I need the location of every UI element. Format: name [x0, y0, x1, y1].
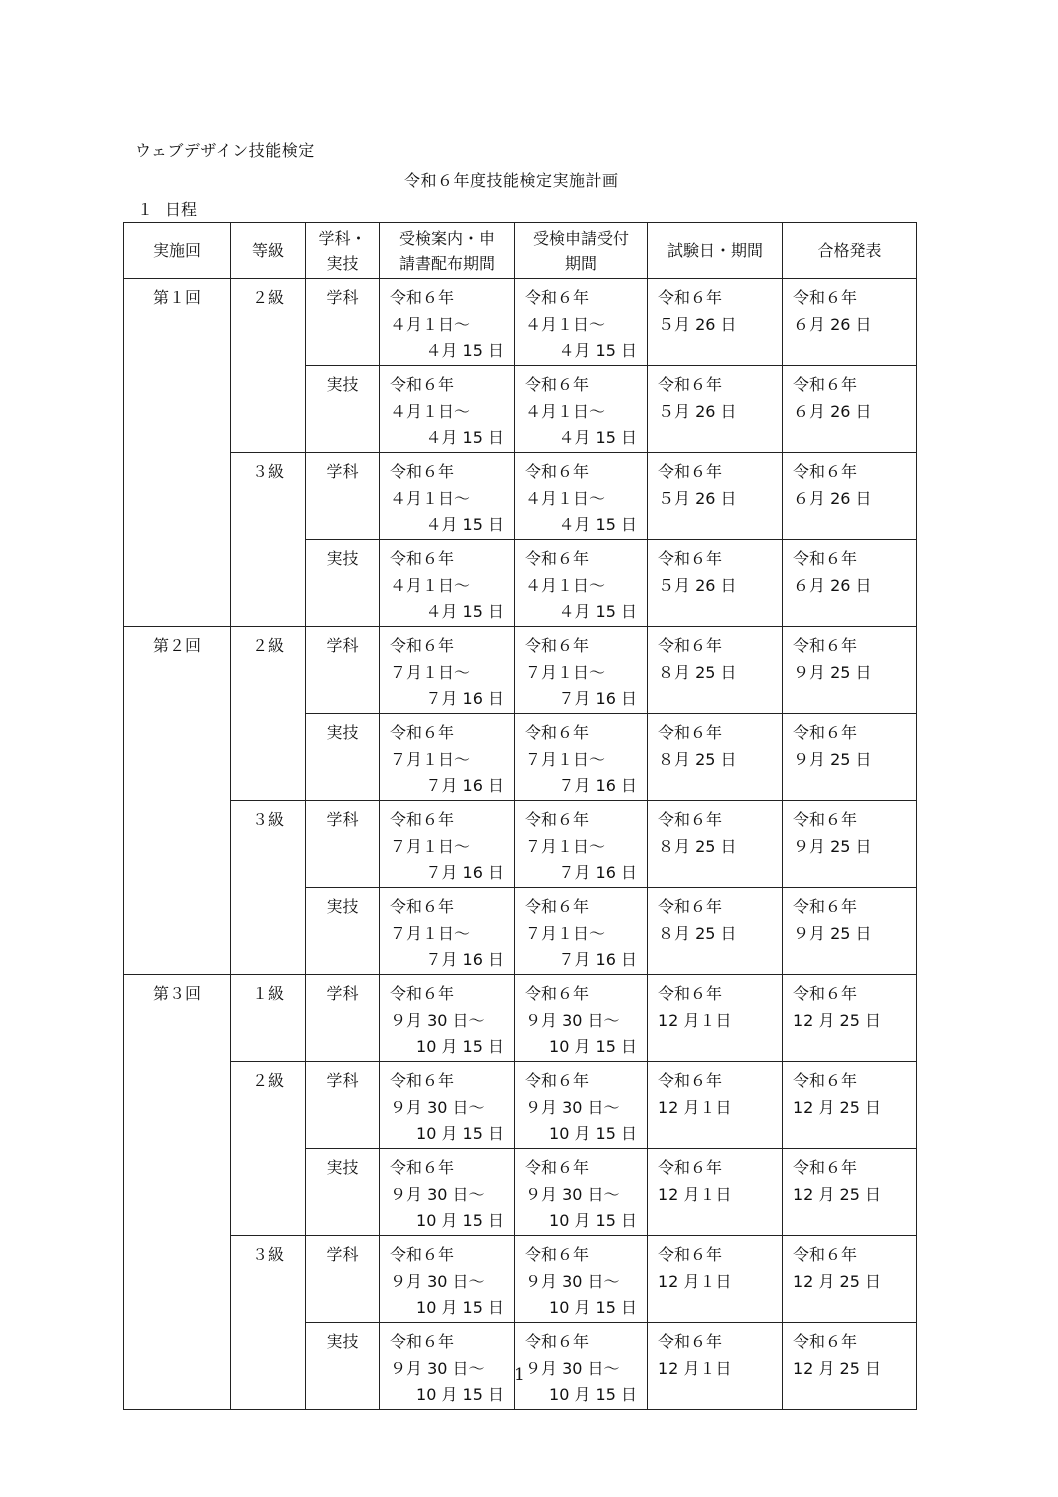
- date-line: 12 月１日: [658, 1010, 732, 1030]
- date-line: 12 月 25 日: [793, 1010, 881, 1030]
- table-row: [124, 801, 917, 888]
- grade-cell: [231, 1236, 306, 1410]
- exam-date-cell: [648, 714, 783, 801]
- date-line: ６月 26 日: [793, 401, 872, 421]
- date-line: 令和６年: [390, 549, 455, 568]
- round-cell-text: 第１回: [152, 288, 201, 307]
- date-line: ９月 30 日～: [525, 1010, 620, 1030]
- type-cell: [306, 714, 380, 801]
- result-date-cell: [783, 1062, 917, 1149]
- grade-cell-text: ３級: [251, 1245, 284, 1264]
- date-line: ７月 16 日: [558, 689, 637, 708]
- result-date-cell: [783, 714, 917, 801]
- result-date-cell: [783, 801, 917, 888]
- date-line: ７月１日～: [390, 836, 471, 856]
- date-line: 令和６年: [525, 810, 590, 829]
- date-line: ４月 15 日: [425, 515, 504, 534]
- exam-date-cell: [648, 627, 783, 714]
- date-line: 12 月 25 日: [793, 1358, 881, 1378]
- grade-cell-text: ３級: [251, 462, 284, 481]
- result-date-cell: [783, 1236, 917, 1323]
- round-cell: [124, 627, 231, 975]
- grade-cell: [231, 627, 306, 801]
- date-line: 10 月 15 日: [416, 1211, 504, 1230]
- date-line: ４月１日～: [525, 314, 606, 334]
- date-line: ７月 16 日: [425, 863, 504, 882]
- type-cell: [306, 1323, 380, 1410]
- date-line: 令和６年: [793, 984, 858, 1003]
- table-row: [124, 975, 917, 1062]
- date-line: 令和６年: [658, 1158, 723, 1177]
- schedule-body: [124, 279, 917, 1410]
- date-line: 令和６年: [793, 1245, 858, 1264]
- date-line: 令和６年: [658, 549, 723, 568]
- date-line: ５月 26 日: [658, 401, 737, 421]
- date-line: 10 月 15 日: [416, 1124, 504, 1143]
- date-line: ９月 30 日～: [525, 1271, 620, 1291]
- type-cell-text: 実技: [326, 1332, 359, 1351]
- date-line: ９月 30 日～: [390, 1010, 485, 1030]
- table-row: [124, 627, 917, 714]
- date-line: ９月 30 日～: [525, 1358, 620, 1378]
- date-line: ９月 30 日～: [390, 1358, 485, 1378]
- result-date-cell: [783, 1323, 917, 1410]
- guide-period-cell: [380, 1062, 515, 1149]
- date-line: ９月 30 日～: [525, 1097, 620, 1117]
- date-line: 令和６年: [658, 636, 723, 655]
- date-line: 令和６年: [390, 636, 455, 655]
- date-line: 令和６年: [525, 549, 590, 568]
- application-period-cell: [515, 1323, 648, 1410]
- date-line: 12 月 25 日: [793, 1097, 881, 1117]
- date-line: 令和６年: [658, 723, 723, 742]
- guide-period-cell: [380, 366, 515, 453]
- date-line: 令和６年: [658, 1332, 723, 1351]
- date-line: ４月１日～: [390, 575, 471, 595]
- date-line: 10 月 15 日: [549, 1298, 637, 1317]
- grade-cell: [231, 1062, 306, 1236]
- type-cell: [306, 888, 380, 975]
- grade-cell: [231, 801, 306, 975]
- grade-cell-text: １級: [251, 984, 284, 1003]
- exam-date-cell: [648, 801, 783, 888]
- date-line: 令和６年: [525, 636, 590, 655]
- header-guide-line: 受検案内・申: [398, 228, 495, 248]
- date-line: ５月 26 日: [658, 575, 737, 595]
- date-line: 令和６年: [525, 462, 590, 481]
- header-grade: 等級: [231, 223, 306, 279]
- date-line: ７月１日～: [525, 923, 606, 943]
- exam-date-cell: [648, 453, 783, 540]
- date-line: 10 月 15 日: [549, 1385, 637, 1404]
- date-line: ７月１日～: [390, 662, 471, 682]
- header-exam-date: 試験日・期間: [648, 223, 783, 279]
- type-cell: [306, 1236, 380, 1323]
- date-line: ６月 26 日: [793, 488, 872, 508]
- date-line: 10 月 15 日: [416, 1298, 504, 1317]
- date-line: 令和６年: [793, 462, 858, 481]
- header-round: 実施回: [124, 223, 231, 279]
- date-line: 令和６年: [793, 1332, 858, 1351]
- date-line: 令和６年: [793, 1158, 858, 1177]
- type-cell: [306, 279, 380, 366]
- application-period-cell: [515, 714, 648, 801]
- header-application-line: 受検申請受付: [532, 228, 629, 248]
- date-line: 12 月１日: [658, 1097, 732, 1117]
- exam-date-cell: [648, 366, 783, 453]
- date-line: 令和６年: [658, 810, 723, 829]
- header-result-announcement: 合格発表: [783, 223, 917, 279]
- date-line: ４月１日～: [525, 401, 606, 421]
- date-line: ６月 26 日: [793, 575, 872, 595]
- date-line: ８月 25 日: [658, 749, 737, 769]
- grade-cell-text: ２級: [251, 1071, 284, 1090]
- application-period-cell: [515, 975, 648, 1062]
- result-date-cell: [783, 1149, 917, 1236]
- application-period-cell: [515, 540, 648, 627]
- date-line: 令和６年: [793, 723, 858, 742]
- type-cell: [306, 1149, 380, 1236]
- round-cell-text: 第３回: [152, 984, 201, 1003]
- type-cell: [306, 627, 380, 714]
- header-type-line: 学科・: [318, 228, 367, 248]
- type-cell-text: 学科: [326, 984, 359, 1003]
- date-line: ８月 25 日: [658, 662, 737, 682]
- date-line: ４月 15 日: [558, 515, 637, 534]
- date-line: 令和６年: [390, 1332, 455, 1351]
- guide-period-cell: [380, 1236, 515, 1323]
- guide-period-cell: [380, 714, 515, 801]
- date-line: ４月１日～: [525, 575, 606, 595]
- date-line: 令和６年: [525, 1071, 590, 1090]
- type-cell-text: 学科: [326, 1245, 359, 1264]
- application-period-cell: [515, 801, 648, 888]
- date-line: 令和６年: [793, 288, 858, 307]
- date-line: ９月 30 日～: [525, 1184, 620, 1204]
- guide-period-cell: [380, 1323, 515, 1410]
- date-line: ４月 15 日: [558, 602, 637, 621]
- date-line: 令和６年: [525, 375, 590, 394]
- date-line: ７月１日～: [390, 749, 471, 769]
- date-line: ７月 16 日: [558, 950, 637, 969]
- header-application-line: 期間: [564, 253, 597, 273]
- date-line: 令和６年: [390, 1071, 455, 1090]
- type-cell-text: 実技: [326, 1158, 359, 1177]
- header-guide-line: 請書配布期間: [398, 253, 495, 273]
- round-cell: [124, 975, 231, 1410]
- exam-date-cell: [648, 1236, 783, 1323]
- date-line: 令和６年: [658, 375, 723, 394]
- date-line: ７月 16 日: [558, 863, 637, 882]
- application-period-cell: [515, 1149, 648, 1236]
- type-cell: [306, 975, 380, 1062]
- date-line: ９月 25 日: [793, 662, 872, 682]
- organization-heading: ウェブデザイン技能検定: [135, 141, 315, 160]
- date-line: 令和６年: [793, 549, 858, 568]
- exam-date-cell: [648, 975, 783, 1062]
- guide-period-cell: [380, 1149, 515, 1236]
- header-type-line: 実技: [326, 253, 359, 273]
- date-line: 令和６年: [525, 288, 590, 307]
- table-row: [124, 279, 917, 366]
- type-cell: [306, 801, 380, 888]
- grade-cell-text: ３級: [251, 810, 284, 829]
- date-line: ４月 15 日: [425, 602, 504, 621]
- date-line: ８月 25 日: [658, 836, 737, 856]
- date-line: ４月１日～: [525, 488, 606, 508]
- type-cell-text: 実技: [326, 897, 359, 916]
- date-line: ４月１日～: [390, 314, 471, 334]
- type-cell-text: 学科: [326, 462, 359, 481]
- exam-date-cell: [648, 279, 783, 366]
- date-line: ７月１日～: [525, 749, 606, 769]
- guide-period-cell: [380, 453, 515, 540]
- header-type: [306, 223, 380, 279]
- date-line: 12 月 25 日: [793, 1271, 881, 1291]
- type-cell-text: 学科: [326, 288, 359, 307]
- date-line: ７月１日～: [390, 923, 471, 943]
- round-cell: [124, 279, 231, 627]
- date-line: 令和６年: [525, 1332, 590, 1351]
- exam-date-cell: [648, 888, 783, 975]
- grade-cell-text: ２級: [251, 288, 284, 307]
- exam-date-cell: [648, 1149, 783, 1236]
- date-line: 令和６年: [793, 897, 858, 916]
- date-line: ９月 25 日: [793, 836, 872, 856]
- guide-period-cell: [380, 801, 515, 888]
- section-label: 日程: [165, 200, 198, 219]
- document-title: 令和６年度技能検定実施計画: [404, 171, 619, 190]
- grade-cell-text: ２級: [251, 636, 284, 655]
- date-line: 令和６年: [390, 897, 455, 916]
- date-line: ６月 26 日: [793, 314, 872, 334]
- date-line: 10 月 15 日: [549, 1037, 637, 1056]
- date-line: 令和６年: [658, 462, 723, 481]
- date-line: ７月 16 日: [558, 776, 637, 795]
- date-line: 12 月１日: [658, 1358, 732, 1378]
- date-line: 令和６年: [525, 723, 590, 742]
- date-line: 令和６年: [390, 288, 455, 307]
- exam-date-cell: [648, 1323, 783, 1410]
- date-line: 令和６年: [525, 984, 590, 1003]
- result-date-cell: [783, 627, 917, 714]
- date-line: ９月 25 日: [793, 923, 872, 943]
- date-line: 令和６年: [390, 810, 455, 829]
- date-line: 令和６年: [390, 1158, 455, 1177]
- type-cell: [306, 453, 380, 540]
- type-cell: [306, 1062, 380, 1149]
- date-line: 令和６年: [390, 375, 455, 394]
- grade-cell: [231, 453, 306, 627]
- header-row: [124, 223, 917, 279]
- application-period-cell: [515, 279, 648, 366]
- application-period-cell: [515, 627, 648, 714]
- date-line: 令和６年: [658, 288, 723, 307]
- header-application-period: [515, 223, 648, 279]
- grade-cell: [231, 975, 306, 1062]
- schedule-table: [123, 222, 917, 1410]
- type-cell-text: 実技: [326, 549, 359, 568]
- exam-date-cell: [648, 540, 783, 627]
- section-number: １: [137, 200, 154, 219]
- date-line: 令和６年: [658, 1245, 723, 1264]
- date-line: 令和６年: [658, 1071, 723, 1090]
- application-period-cell: [515, 1062, 648, 1149]
- result-date-cell: [783, 279, 917, 366]
- page-number: 1: [514, 1365, 525, 1385]
- date-line: 令和６年: [793, 1071, 858, 1090]
- table-row: [124, 1062, 917, 1149]
- date-line: ９月 30 日～: [390, 1271, 485, 1291]
- table-row: [124, 1236, 917, 1323]
- type-cell-text: 学科: [326, 1071, 359, 1090]
- section-heading: [137, 197, 197, 220]
- date-line: ５月 26 日: [658, 314, 737, 334]
- date-line: 令和６年: [793, 375, 858, 394]
- date-line: 令和６年: [525, 897, 590, 916]
- date-line: ４月 15 日: [425, 341, 504, 360]
- exam-date-cell: [648, 1062, 783, 1149]
- date-line: ９月 25 日: [793, 749, 872, 769]
- date-line: ４月１日～: [390, 401, 471, 421]
- grade-cell: [231, 279, 306, 453]
- date-line: ７月１日～: [525, 662, 606, 682]
- date-line: 令和６年: [390, 462, 455, 481]
- date-line: 12 月 25 日: [793, 1184, 881, 1204]
- type-cell: [306, 366, 380, 453]
- type-cell-text: 実技: [326, 375, 359, 394]
- date-line: ８月 25 日: [658, 923, 737, 943]
- table-row: [124, 453, 917, 540]
- application-period-cell: [515, 453, 648, 540]
- guide-period-cell: [380, 975, 515, 1062]
- result-date-cell: [783, 975, 917, 1062]
- date-line: ４月 15 日: [558, 428, 637, 447]
- result-date-cell: [783, 453, 917, 540]
- round-cell-text: 第２回: [152, 636, 201, 655]
- date-line: ４月１日～: [390, 488, 471, 508]
- date-line: ４月 15 日: [558, 341, 637, 360]
- date-line: 令和６年: [390, 723, 455, 742]
- date-line: 10 月 15 日: [549, 1211, 637, 1230]
- guide-period-cell: [380, 279, 515, 366]
- date-line: 令和６年: [658, 984, 723, 1003]
- date-line: 12 月１日: [658, 1184, 732, 1204]
- date-line: 令和６年: [390, 984, 455, 1003]
- date-line: ９月 30 日～: [390, 1097, 485, 1117]
- date-line: 10 月 15 日: [549, 1124, 637, 1143]
- guide-period-cell: [380, 540, 515, 627]
- date-line: ７月１日～: [525, 836, 606, 856]
- date-line: ９月 30 日～: [390, 1184, 485, 1204]
- result-date-cell: [783, 888, 917, 975]
- date-line: ７月 16 日: [425, 689, 504, 708]
- date-line: 令和６年: [793, 636, 858, 655]
- date-line: ４月 15 日: [425, 428, 504, 447]
- date-line: 令和６年: [525, 1245, 590, 1264]
- date-line: ７月 16 日: [425, 950, 504, 969]
- date-line: 令和６年: [390, 1245, 455, 1264]
- date-line: 10 月 15 日: [416, 1037, 504, 1056]
- application-period-cell: [515, 1236, 648, 1323]
- date-line: ５月 26 日: [658, 488, 737, 508]
- date-line: 12 月１日: [658, 1271, 732, 1291]
- date-line: ７月 16 日: [425, 776, 504, 795]
- type-cell: [306, 540, 380, 627]
- date-line: 令和６年: [525, 1158, 590, 1177]
- guide-period-cell: [380, 627, 515, 714]
- result-date-cell: [783, 366, 917, 453]
- date-line: 令和６年: [658, 897, 723, 916]
- date-line: 令和６年: [793, 810, 858, 829]
- application-period-cell: [515, 888, 648, 975]
- guide-period-cell: [380, 888, 515, 975]
- type-cell-text: 学科: [326, 810, 359, 829]
- application-period-cell: [515, 366, 648, 453]
- result-date-cell: [783, 540, 917, 627]
- date-line: 10 月 15 日: [416, 1385, 504, 1404]
- type-cell-text: 学科: [326, 636, 359, 655]
- type-cell-text: 実技: [326, 723, 359, 742]
- header-guide-period: [380, 223, 515, 279]
